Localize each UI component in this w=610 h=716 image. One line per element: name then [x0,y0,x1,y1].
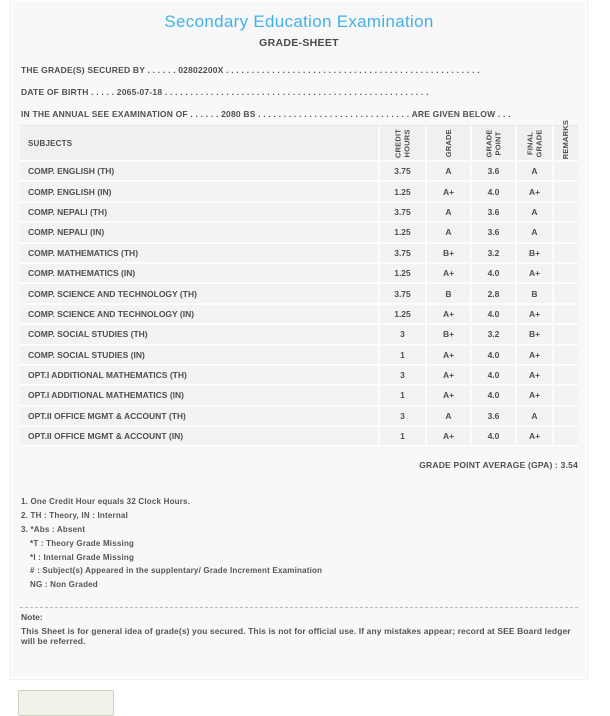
cell-grade: A+ [425,346,470,364]
column-header-credit-hours: CREDIT HOURS [378,126,425,160]
dots-leader: . . . . . . . . . . . . . . . . . . . . . . . . . . . . . . [255,109,412,119]
cell-subject: COMP. ENGLISH (TH) [28,166,115,177]
cell-subject: COMP. ENGLISH (IN) [28,186,112,197]
cell-final-grade: A+ [515,182,552,200]
cell-grade: B [425,284,470,302]
cell-credit-hours: 1.25 [378,182,425,200]
cell-subject: COMP. NEPALI (TH) [28,206,108,217]
table-row [20,223,578,243]
column-header-final-grade: FINAL GRADE [515,126,552,160]
cell-final-grade: A+ [515,366,552,384]
cell-grade: A [425,407,470,425]
cell-credit-hours: 3.75 [378,162,425,180]
cell-credit-hours: 1.25 [378,223,425,241]
student-info-line [11,103,587,125]
table-row [20,407,578,427]
table-row [20,284,578,304]
cell-remarks [552,346,578,364]
cell-subject: COMP. SOCIAL STUDIES (TH) [28,329,148,340]
info-value: 2065-07-18 [116,87,163,97]
page-title: Secondary Education Examination [164,12,434,31]
cell-remarks [552,407,578,425]
table-row [20,325,578,345]
column-header-subjects: SUBJECTS [28,138,73,148]
cell-grade: A [425,162,470,180]
dots-leader: . . . . . [88,87,117,97]
table-row [20,366,578,386]
cell-grade-point: 3.6 [470,223,515,241]
cell-grade: A+ [425,386,470,404]
cell-credit-hours: 1 [378,427,425,445]
cell-grade-point: 4.0 [470,386,515,404]
cell-subject: OPT.II OFFICE MGMT & ACCOUNT (IN) [28,431,184,442]
cell-final-grade: B+ [515,325,552,343]
cell-grade: A+ [425,366,470,384]
info-suffix: ARE GIVEN BELOW . . . [411,109,511,119]
cell-credit-hours: 1 [378,386,425,404]
dots-leader: . . . . . . [187,109,222,119]
table-row [20,264,578,284]
cell-credit-hours: 1 [378,346,425,364]
cell-final-grade: A [515,407,552,425]
cell-remarks [552,325,578,343]
dots-leader: . . . . . . . . . . . . . . . . . . . . . . . . . . . . . . . . . . . . . . . . . . . . . . . . . . . . [162,87,429,97]
cell-credit-hours: 3.75 [378,203,425,221]
student-info-line [11,59,587,81]
footnote-line: *T : Theory Grade Missing [30,538,135,548]
cell-subject: COMP. SCIENCE AND TECHNOLOGY (IN) [28,308,195,319]
cell-subject: OPT.I ADDITIONAL MATHEMATICS (IN) [28,390,184,401]
footnote-line: 3. *Abs : Absent [21,525,86,535]
footnotes [11,495,587,592]
student-info [11,59,587,125]
table-header-row [20,119,578,162]
table-row [20,305,578,325]
student-info-line [11,81,587,103]
cell-grade-point: 3.2 [470,244,515,262]
cell-final-grade: A+ [515,386,552,404]
grades-table [20,119,578,447]
gpa-summary [11,460,578,470]
column-header-grade-point: GRADE POINT [470,126,515,160]
table-row [20,346,578,366]
cell-final-grade: A [515,223,552,241]
note-text: This Sheet is for general idea of grade(s) you secured. This is not for official use. If any mistakes appear; record at SEE Board ledger will be referred. [21,626,571,647]
cell-remarks [552,244,578,262]
cell-remarks [552,284,578,302]
table-row [20,182,578,202]
cell-credit-hours: 3.75 [378,244,425,262]
info-label: THE GRADE(S) SECURED BY [21,65,145,75]
info-label: DATE OF BIRTH [21,87,89,97]
cell-grade: A [425,203,470,221]
cell-remarks [552,427,578,445]
cell-final-grade: B+ [515,244,552,262]
cell-grade-point: 3.6 [470,203,515,221]
cell-grade-point: 4.0 [470,305,515,323]
footnote-line: 2. TH : Theory, IN : Internal [21,511,128,521]
cell-remarks [552,223,578,241]
cell-subject: COMP. MATHEMATICS (TH) [28,247,139,258]
column-header-grade: GRADE [425,126,470,160]
cell-subject: COMP. NEPALI (IN) [28,227,105,238]
cell-remarks [552,366,578,384]
table-row [20,203,578,223]
footnote-line: 1. One Credit Hour equals 32 Clock Hours. [21,497,191,507]
cell-remarks [552,305,578,323]
cell-credit-hours: 1.25 [378,264,425,282]
cell-credit-hours: 1.25 [378,305,425,323]
cell-remarks [552,386,578,404]
info-value: 02802200X [178,65,224,75]
cell-subject: OPT.I ADDITIONAL MATHEMATICS (TH) [28,370,187,381]
cell-grade: B+ [425,325,470,343]
cell-grade: A+ [425,182,470,200]
cell-grade-point: 2.8 [470,284,515,302]
cell-grade-point: 3.6 [470,407,515,425]
cell-subject: OPT.II OFFICE MGMT & ACCOUNT (TH) [28,410,186,421]
gpa-label: GRADE POINT AVERAGE (GPA) : [419,460,559,471]
cell-credit-hours: 3 [378,366,425,384]
cell-final-grade: B [515,284,552,302]
cell-grade: A+ [425,305,470,323]
cell-grade-point: 4.0 [470,346,515,364]
cell-remarks [552,182,578,200]
grade-sheet-subtitle: GRADE-SHEET [259,37,339,49]
table-row [20,427,578,447]
cell-final-grade: A [515,162,552,180]
dashed-separator [20,607,578,608]
cell-grade-point: 4.0 [470,366,515,384]
cell-grade: A+ [425,264,470,282]
cell-remarks [552,264,578,282]
cell-subject: COMP. MATHEMATICS (IN) [28,268,136,279]
cell-remarks [552,162,578,180]
info-label: IN THE ANNUAL SEE EXAMINATION OF [21,109,188,119]
cell-remarks [552,203,578,221]
footnote-line: NG : Non Graded [30,580,98,590]
cell-credit-hours: 3 [378,407,425,425]
cell-credit-hours: 3.75 [378,284,425,302]
info-value: 2080 BS [221,109,256,119]
note-label: Note: [21,612,43,623]
cell-grade-point: 4.0 [470,427,515,445]
cell-final-grade: A+ [515,305,552,323]
cell-grade-point: 4.0 [470,264,515,282]
dots-leader: . . . . . . [144,65,179,75]
footnote-line: # : Subject(s) Appeared in the supplentary/ Grade Increment Examination [30,566,323,576]
cell-subject: COMP. SCIENCE AND TECHNOLOGY (TH) [28,288,197,299]
cell-grade-point: 3.2 [470,325,515,343]
cell-grade-point: 3.6 [470,162,515,180]
cell-final-grade: A [515,203,552,221]
table-row [20,244,578,264]
grade-sheet-card [11,0,587,679]
gpa-value: 3.54 [560,460,578,471]
column-header-remarks: REMARKS [552,126,578,160]
cell-grade: A+ [425,427,470,445]
table-row [20,162,578,182]
table-row [20,386,578,406]
cell-final-grade: A+ [515,346,552,364]
cell-subject: COMP. SOCIAL STUDIES (IN) [28,349,145,360]
cell-grade: A [425,223,470,241]
cell-final-grade: A+ [515,427,552,445]
cell-grade: B+ [425,244,470,262]
dots-leader: . . . . . . . . . . . . . . . . . . . . . . . . . . . . . . . . . . . . . . . . . . . . . . . . . . [223,65,480,75]
cell-grade-point: 4.0 [470,182,515,200]
table-body [20,162,578,447]
cell-final-grade: A+ [515,264,552,282]
cell-credit-hours: 3 [378,325,425,343]
footnote-line: *I : Internal Grade Missing [30,552,135,562]
